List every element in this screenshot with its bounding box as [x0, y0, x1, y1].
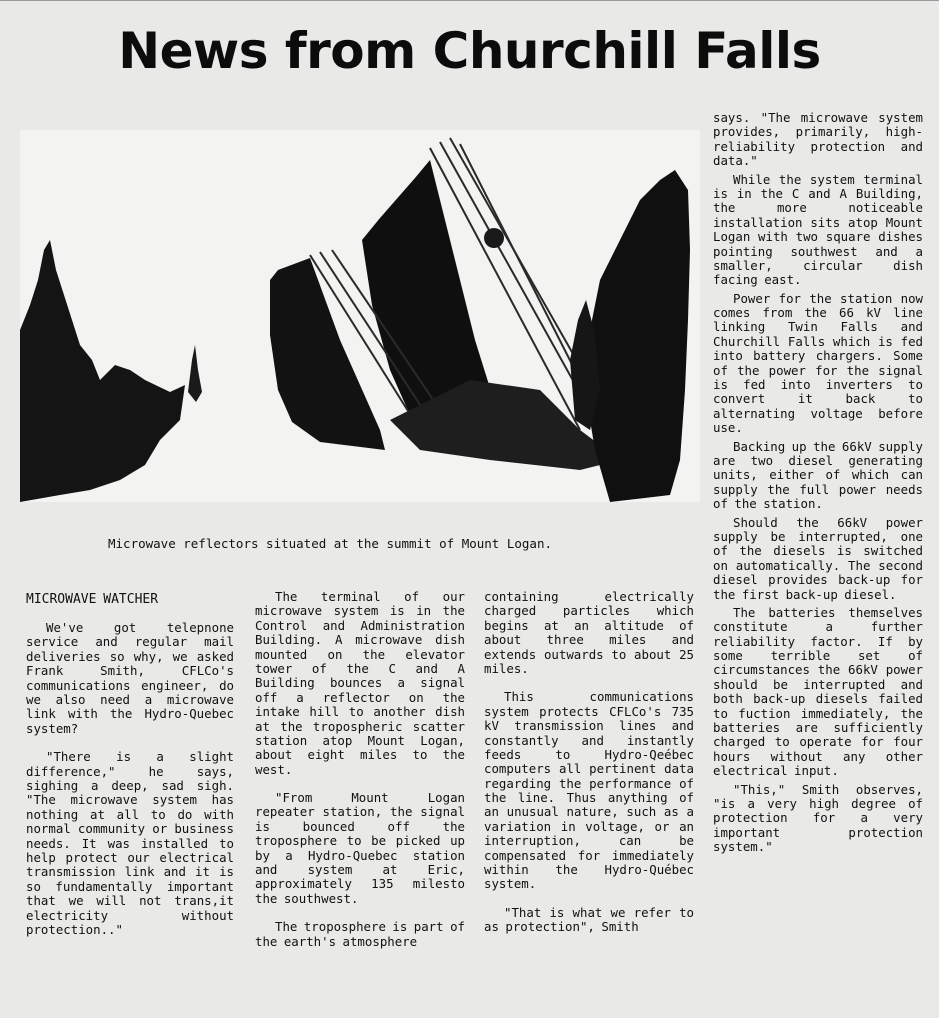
paragraph: containing electrically charged particles which begins at an altitude of about three miles and extends outwards to about 25 miles.: [484, 589, 694, 676]
paragraph: says. "The microwave system provides, primarily, high-reliability protection and data.": [713, 110, 923, 169]
paragraph: "There is a slight difference," he says, sighing a deep, sad sigh. "The microwave system has nothing at all to do with normal community or business needs. It was installed to help protect our electrical transmission link and it is so fundamentally important that we will not trans,it electricity without protection..": [26, 749, 234, 937]
paragraph: "That is what we refer to as protection", Smith: [484, 904, 694, 935]
photo-caption: Microwave reflectors situated at the summit of Mount Logan.: [108, 536, 553, 551]
paragraph: Should the 66kV power supply be interrupted, one of the diesels is switched on automatically. The second diesel provides back-up for the first back-up diesel.: [713, 514, 923, 602]
paragraph: The batteries themselves constitute a further reliability factor. If by some terrible set of circumstances the 66kV power should be interrupted and both back-up diesels failed to fuction immediately, the batteries are sufficiently charged to operate for four hours without any other electrical input.: [713, 604, 923, 779]
news-photo: [20, 130, 700, 502]
paragraph: Backing up the 66kV supply are two diesel generating units, either of which can supply the full power needs of the station.: [713, 438, 923, 512]
paragraph: Power for the station now comes from the 66 kV line linking Twin Falls and Churchill Falls which is fed into battery chargers. Some of the power for the signal is fed into inverters to convert it back to alternating voltage before use.: [713, 290, 923, 436]
paragraph: "From Mount Logan repeater station, the signal is bounced off the troposphere to be picked up by a Hydro-Quebec station and system at Eric, approximately 135 milesto the southwest.: [255, 790, 465, 906]
paragraph: This communications system protects CFLCo's 735 kV transmission lines and constantly and instantly feeds to Hydro-Qeébec computers all pertinent data regarding the performance of the line. Thus anything of an unusual nature, such as a variation in voltage, or an interruption, can be compensated for immediately within the Hydro-Québec system.: [484, 689, 694, 892]
article-column-2: [255, 590, 465, 949]
paragraph: The terminal of our microwave system is in the Control and Administration Building. A microwave dish mounted on the elevator tower of the C and A Building bounces a signal off a reflector on the intake hill to another dish at the tropospheric scatter station atop Mount Logan, about eight miles to the west.: [255, 589, 465, 777]
top-edge-line: [0, 0, 939, 1]
paragraph: "This," Smith observes, "is a very high degree of protection for a very important protection system.": [713, 781, 923, 855]
paragraph: While the system terminal is in the C and A Building, the more noticeable installation sits atop Mount Logan with two square dishes pointing southwest and a smaller, circular dish facing east.: [713, 171, 923, 288]
small-dish: [484, 228, 504, 248]
paragraph: The troposphere is part of the earth's atmosphere: [255, 919, 465, 949]
article-column-3: [484, 590, 694, 935]
paragraph: We've got telepnone service and regular mail deliveries so why, we asked Frank Smith, CFLCo's communications engineer, do we also need a microwave link with the Hydro-Quebec system?: [26, 620, 234, 736]
microwave-reflectors-photo: [20, 130, 700, 502]
article-column-1: [26, 592, 234, 937]
section-heading: MICROWAVE WATCHER: [26, 592, 159, 607]
article-column-4: [713, 111, 923, 855]
page-headline: News from Churchill Falls: [118, 22, 821, 80]
